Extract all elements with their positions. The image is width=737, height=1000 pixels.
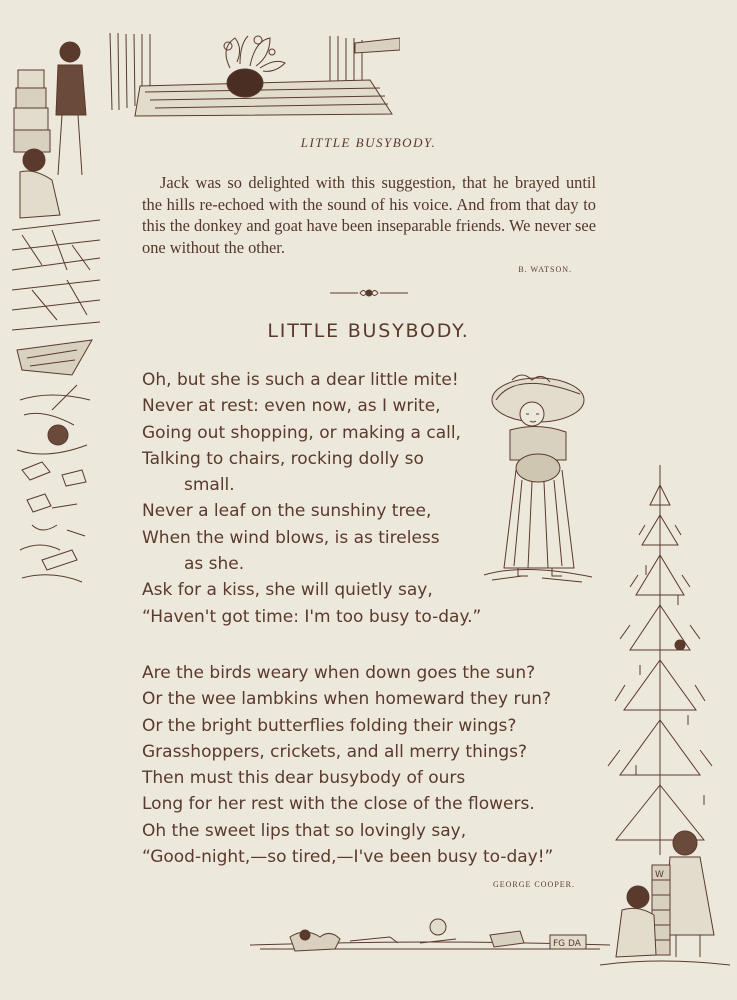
scattered-toys-illustration — [250, 915, 610, 960]
children-blocks-illustration — [12, 30, 102, 590]
poem-line: Or the bright butterflies folding their wings? — [142, 715, 517, 736]
poem-line-text: but she is such a dear little mite! — [171, 370, 459, 390]
girl-with-muff-illustration — [482, 370, 594, 585]
poem-line: Are the birds weary when down goes the sun? — [142, 663, 536, 683]
poem-line: small. — [184, 475, 235, 496]
poem-line: Talking to chairs, rocking dolly so — [142, 448, 424, 469]
poem-line: “Good-night,—so tired,—I've been busy to-day!” — [142, 847, 554, 868]
poem-line: Oh the sweet lips that so lovingly say, — [142, 820, 467, 841]
poem-line: “Haven't got time: I'm too busy to-day.” — [142, 606, 482, 627]
poem-line: Long for her rest with the close of the flowers. — [142, 794, 535, 815]
poem-line: Or the wee lambkins when homeward they run? — [142, 689, 552, 710]
poem-line: When the wind blows, is as tireless — [142, 527, 440, 548]
running-head: LITTLE BUSYBODY. — [300, 135, 437, 150]
poem-line: Never a leaf on the sunshiny tree, — [142, 501, 432, 522]
poem-line: Going out shopping, or making a call, — [142, 422, 461, 443]
poem-stanza-2 — [142, 660, 602, 870]
poem-line: as she. — [184, 554, 245, 575]
parlor-table-illustration — [100, 28, 400, 120]
poem-line: Never at rest: even now, as I write, — [142, 396, 441, 417]
initial-word: Oh, — [142, 370, 172, 390]
poem-title: LITTLE BUSYBODY. — [267, 320, 470, 342]
prose-author: B. WATSON. — [518, 265, 572, 274]
divider-ornament — [330, 286, 408, 300]
poem-line: Ask for a kiss, she will quietly say, — [142, 580, 433, 601]
floor-block-letters: FG DA — [553, 939, 581, 949]
prose-paragraph: Jack was so delighted with this suggestion, that he brayed until the hills re-echoed with the sound of his voice. And from that day to this the donkey and goat have been inseparable friends. We never see one without the other. — [142, 173, 596, 257]
tower-block-letters: W — [655, 870, 664, 880]
poem-line: Grasshoppers, crickets, and all merry things? — [142, 741, 528, 762]
poem-author: GEORGE COOPER. — [492, 880, 575, 889]
poem-line: Then must this dear busybody of ours — [142, 768, 466, 789]
christmas-tree-illustration — [600, 465, 730, 975]
